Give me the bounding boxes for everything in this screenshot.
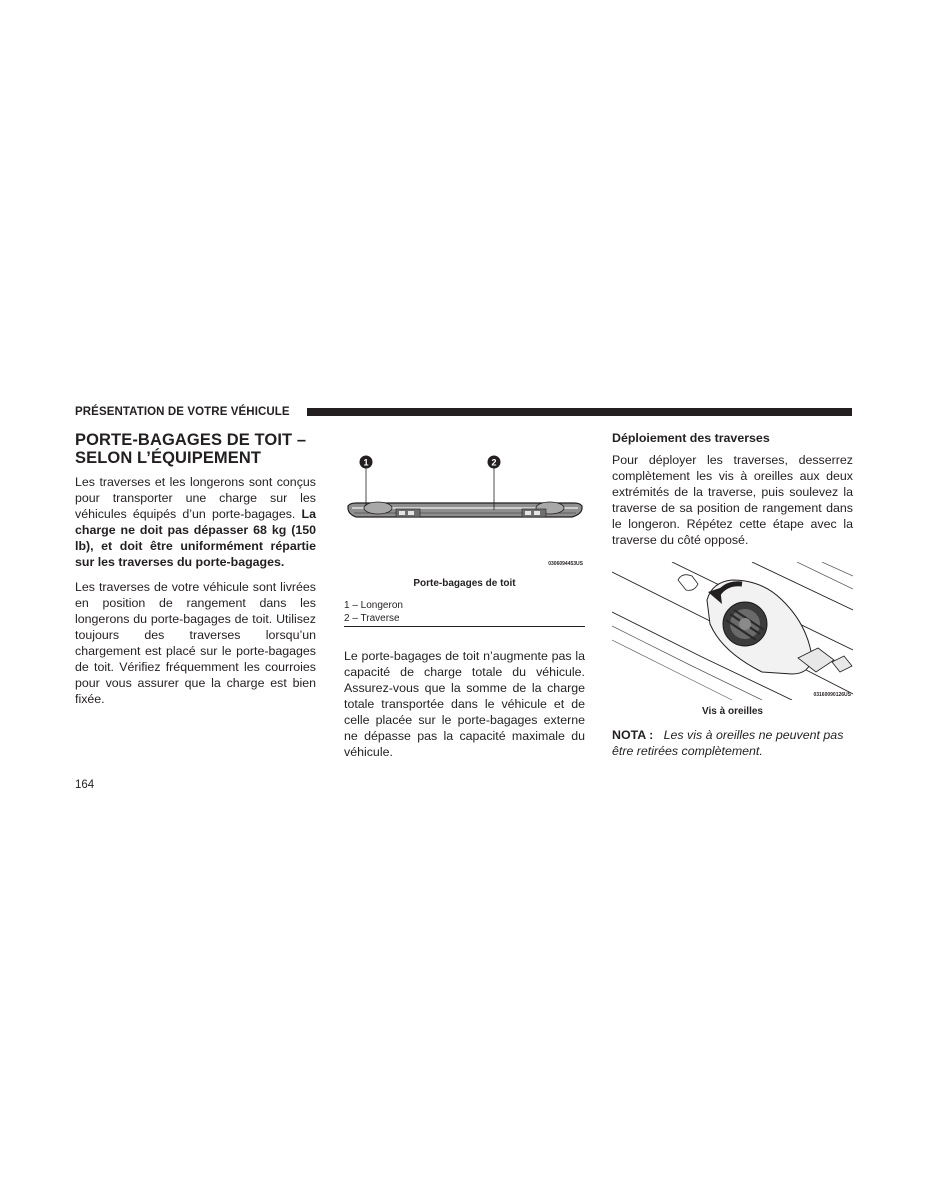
- column-2: [344, 648, 585, 769]
- figure-roof-rack: [344, 450, 585, 572]
- callout-2-label: 2: [491, 457, 497, 468]
- load-warning: La charge ne doit pas dépasser 68 kg (150 lb), et doit être uniformément répartie sur les traverses du porte-bagages.: [75, 507, 316, 569]
- page-title-line1: PORTE-BAGAGES DE TOIT –: [75, 431, 307, 449]
- legend-item-2: 2 – Traverse: [344, 613, 400, 624]
- note-label: NOTA :: [612, 728, 654, 742]
- figure-caption: Vis à oreilles: [702, 706, 763, 717]
- paragraph-capacity: Le porte-bagages de toit n’augmente pas la capacité de charge totale du véhicule. Assurez-vous que la somme de la charge totale transportée dans le véhicule et de celle placée sur le porte-bagages externe ne dépasse pas la capacité maximale du véhicule.: [344, 649, 585, 759]
- paragraph-deployment: Pour déployer les traverses, desserrez complètement les vis à oreilles aux deux extrémités de la traverse, puis soulevez la traverse de sa position de rangement dans le longeron. Répétez cette étape avec la traverse du côté opposé.: [612, 453, 853, 547]
- legend-item-1: 1 – Longeron: [344, 600, 403, 611]
- figure-caption: Porte-bagages de toit: [413, 578, 516, 589]
- section-header: PRÉSENTATION DE VOTRE VÉHICULE: [75, 406, 290, 418]
- roof-rack-illustration: [344, 450, 585, 572]
- column-3: [612, 452, 853, 557]
- figure-legend: [344, 599, 585, 627]
- callout-1-label: 1: [363, 457, 369, 468]
- subsection-title: Déploiement des traverses: [612, 431, 770, 445]
- paragraph-crossbars: Les traverses de votre véhicule sont livrées en position de rangement dans les longerons du porte-bagages de toit. Utilisez toujours des traverses lorsqu’un chargement est placé sur le porte-bagages de toit. Vérifiez fréquemment les courroies pour vous assurer que la charge est bien fixée.: [75, 580, 316, 706]
- paragraph-intro: [75, 474, 316, 570]
- note: [612, 727, 853, 759]
- thumb-screw-illustration: [612, 562, 853, 700]
- column-1: [75, 474, 316, 716]
- note-text: Les vis à oreilles ne peuvent pas être retirées complètement.: [612, 728, 844, 758]
- page-title-line2: SELON L’ÉQUIPEMENT: [75, 449, 262, 467]
- figure-code: 03160090126US: [813, 692, 851, 698]
- page-title: [75, 431, 315, 467]
- figure-thumb-screw: [612, 562, 853, 700]
- intro-text: Les traverses et les longerons sont conçus pour transporter une charge sur les véhicules équipés d’un porte-bagages.: [75, 475, 316, 521]
- header-rule: [307, 408, 852, 416]
- figure-code: 0306094453US: [548, 561, 583, 567]
- page-number: 164: [75, 779, 95, 791]
